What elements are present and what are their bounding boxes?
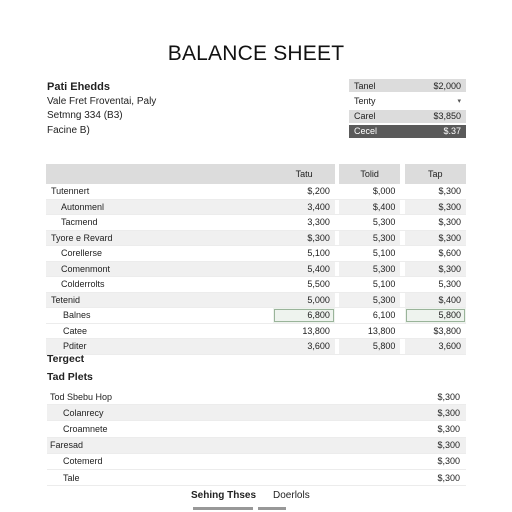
row-value: $,300 (437, 391, 460, 402)
table-cell[interactable]: 5,100 (339, 277, 400, 293)
row-label: Colderrolts (46, 277, 273, 293)
row-value: $,300 (437, 440, 460, 451)
company-heading: Pati Ehedds (47, 81, 110, 93)
column-header[interactable]: Tap (405, 164, 467, 184)
list-item[interactable] (47, 438, 466, 454)
summary-row-carel (349, 110, 466, 123)
row-label: Comenmont (46, 261, 273, 277)
table-cell[interactable]: $,000 (339, 184, 400, 199)
table-cell[interactable]: 13,800 (339, 323, 400, 339)
row-value: $,300 (437, 456, 460, 467)
list-item[interactable] (47, 389, 466, 405)
company-line-1: Vale Fret Froventai, Paly (47, 95, 157, 107)
row-label: Catee (46, 323, 273, 339)
summary-value: $.37 (443, 126, 461, 137)
table-cell[interactable]: 5,400 (273, 261, 334, 277)
list-item[interactable] (47, 421, 466, 437)
summary-panel (349, 79, 466, 140)
table-cell[interactable]: 5,800 (405, 308, 467, 324)
summary-label: Carel (354, 111, 376, 122)
table-row[interactable] (46, 199, 466, 215)
balance-table (46, 164, 466, 355)
table-cell[interactable]: $,300 (405, 184, 467, 199)
row-label: Tyore e Revard (46, 230, 273, 246)
chevron-down-icon[interactable]: ▾ (457, 97, 461, 105)
table-cell[interactable]: $,300 (405, 261, 467, 277)
summary-value: $3,850 (433, 111, 461, 122)
table-cell[interactable]: 5,100 (339, 246, 400, 262)
row-label: Corellerse (46, 246, 273, 262)
table-cell[interactable]: 5,800 (339, 339, 400, 355)
row-label: Tetenid (46, 292, 273, 308)
table-cell[interactable]: 5,000 (273, 292, 334, 308)
row-label: Autonmenl (46, 199, 273, 215)
header-blank (46, 164, 273, 184)
table-cell[interactable]: 3,600 (405, 339, 467, 355)
table-cell[interactable]: $,600 (405, 246, 467, 262)
table-cell[interactable]: 5,500 (273, 277, 334, 293)
row-label: Cotemerd (63, 456, 103, 467)
footer-cutoff-text (193, 507, 253, 510)
table-cell[interactable]: $,300 (405, 199, 467, 215)
list-item[interactable] (47, 470, 466, 486)
page-title: BALANCE SHEET (167, 42, 345, 65)
summary-row-total (349, 79, 466, 92)
row-value: $,300 (437, 472, 460, 483)
table-row[interactable] (46, 215, 466, 231)
table-cell[interactable]: 3,600 (273, 339, 334, 355)
row-label: Balnes (46, 308, 273, 324)
table-cell[interactable]: 5,100 (273, 246, 334, 262)
row-label: Colanrecy (63, 407, 104, 418)
table-cell[interactable]: 5,300 (405, 277, 467, 293)
summary-label: Tanel (354, 80, 376, 91)
table-cell[interactable]: $3,800 (405, 323, 467, 339)
table-cell[interactable]: $,400 (405, 292, 467, 308)
row-label: Pditer (46, 339, 273, 355)
company-line-2: Setmng 334 (B3) (47, 110, 123, 121)
column-header[interactable]: Tolid (339, 164, 400, 184)
column-header[interactable]: Tatu (273, 164, 334, 184)
table-cell[interactable]: 5,300 (339, 230, 400, 246)
table-cell[interactable]: 6,100 (339, 308, 400, 324)
table-cell[interactable]: 5,300 (339, 215, 400, 231)
table-cell[interactable]: $,300 (273, 230, 334, 246)
row-value: $,300 (437, 423, 460, 434)
summary-row-dropdown[interactable] (349, 94, 466, 107)
table-cell[interactable]: $,300 (405, 215, 467, 231)
table-cell[interactable]: 6,800 (273, 308, 334, 324)
row-label: Tod Sbebu Hop (50, 391, 113, 402)
footer-cutoff-text (258, 507, 286, 510)
summary-label: Cecel (354, 126, 378, 137)
table-row[interactable] (46, 323, 466, 339)
table-row[interactable] (46, 230, 466, 246)
summary-label: Tenty (354, 95, 376, 106)
table-cell[interactable]: 5,300 (339, 292, 400, 308)
section-heading: Tergect (47, 353, 85, 365)
company-line-3: Facine B) (47, 124, 90, 136)
footer (191, 490, 310, 501)
table-row[interactable] (46, 261, 466, 277)
summary-row-cecel (349, 125, 466, 138)
row-label: Croamnete (63, 423, 108, 434)
table-cell[interactable]: $,300 (405, 230, 467, 246)
section-subheading: Tad Plets (47, 371, 93, 383)
list-item[interactable] (47, 405, 466, 421)
table-row[interactable] (46, 246, 466, 262)
table-row[interactable] (46, 292, 466, 308)
summary-value: $2,000 (433, 80, 461, 91)
row-value: $,300 (437, 407, 460, 418)
row-label: Tutennert (46, 184, 273, 199)
secondary-section (47, 352, 466, 486)
table-cell[interactable]: 13,800 (273, 323, 334, 339)
row-label: Tacmend (46, 215, 273, 231)
table-cell[interactable]: 3,400 (273, 199, 334, 215)
table-row[interactable] (46, 308, 466, 324)
table-row[interactable] (46, 277, 466, 293)
company-info (47, 80, 156, 138)
list-item[interactable] (47, 454, 466, 470)
table-row[interactable] (46, 184, 466, 199)
footer-value: Doerlols (273, 490, 310, 501)
table-cell[interactable]: 3,300 (273, 215, 334, 231)
footer-label: Sehing Thses (191, 490, 257, 501)
table-cell[interactable]: $,200 (273, 184, 334, 199)
row-label: Tale (63, 472, 80, 483)
table-cell[interactable]: $,400 (339, 199, 400, 215)
row-label: Faresad (50, 440, 84, 451)
table-cell[interactable]: 5,300 (339, 261, 400, 277)
table-header-row (46, 164, 466, 184)
